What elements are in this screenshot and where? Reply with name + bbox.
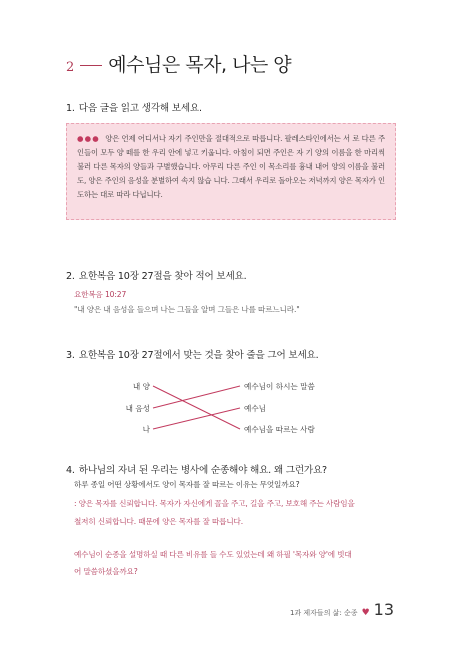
question-1-number: 1. <box>66 103 75 114</box>
passage-line: 니다. 그래서 우리로 돌아오는 저녁까지 양은 목자가 인도하는 대로 따라 다닙니다. <box>77 175 385 199</box>
answer-line: : 양은 목자를 신뢰합니다. 목자가 자신에게 꼴을 주고, 길을 주고, 보호해 주는 사람임을 <box>74 499 355 508</box>
match-left-item: 나 <box>142 425 150 434</box>
passage-line: 이 목소리를 흉내 내어 양의 이름을 불러도, 양은 주인의 음성을 분별하여 속지 않습 <box>77 161 385 185</box>
question-2-text: 요한복음 10장 27절을 찾아 적어 보세요. <box>78 271 247 282</box>
answer-line: 철저히 신뢰합니다. 때문에 양은 목자를 잘 따릅니다. <box>74 517 244 526</box>
chapter-number: 2 <box>66 60 75 75</box>
match-left-item: 내 양 <box>132 382 150 391</box>
question-4-sub: 하루 종일 어떤 상황에서도 양이 목자를 잘 따르는 이유는 무엇일까요? <box>74 480 300 489</box>
passage-line: 로 다른 주인들이 모두 양 떼를 한 우리 안에 넣고 키웁니다. 아침이 되면 주인은 자 <box>77 134 386 157</box>
match-line <box>153 408 240 429</box>
chapter-title: 예수님은 목자, 나는 양 <box>108 54 292 76</box>
match-right-item: 예수님을 따르는 사람 <box>244 425 315 434</box>
question-4-number: 4. <box>66 465 75 476</box>
heart-icon: ♥ <box>361 608 370 618</box>
question-2-number: 2. <box>66 271 75 282</box>
page-footer <box>290 600 394 619</box>
match-right-item: 예수님이 하시는 말씀 <box>244 382 315 391</box>
verse-text: "내 양은 내 음성을 들으며 나는 그들을 알며 그들은 나를 따르느니라." <box>74 305 300 314</box>
question-1-text: 다음 글을 읽고 생각해 보세요. <box>78 103 202 114</box>
verse-reference: 요한복음 10:27 <box>74 290 127 299</box>
question-4 <box>66 462 327 476</box>
question-3-number: 3. <box>66 350 75 361</box>
bullet-dots-icon: ●●● <box>77 134 100 143</box>
match-line <box>153 386 240 429</box>
match-left-item: 내 음성 <box>125 404 150 413</box>
match-right-item: 예수님 <box>244 404 267 413</box>
passage-line: 기 양의 이름을 한 마리씩 불러 다른 목자의 양들과 구별했습니다. 아무리 다른 주인 <box>77 147 386 171</box>
followup-question-line: 어 말씀하셨을까요? <box>74 567 138 576</box>
followup-question-line: 예수님이 순종을 설명하실 때 다른 비유를 들 수도 있었는데 왜 하필 '목자와 양'에 빗대 <box>74 550 352 559</box>
match-line <box>153 386 240 408</box>
question-4-text: 하나님의 자녀 된 우리는 병사에 순종해야 해요. 왜 그런가요? <box>78 465 327 476</box>
footer-section-title: 1과 제자들의 삶: 순종 <box>289 609 358 617</box>
question-3-text: 요한복음 10장 27절에서 맞는 것을 찾아 줄을 그어 보세요. <box>78 350 319 361</box>
passage-line: 양은 언제 어디서나 자기 주인만을 절대적으로 따릅니다. 팔레스타인에서는 서 <box>105 134 350 143</box>
page-number: 13 <box>373 600 394 619</box>
